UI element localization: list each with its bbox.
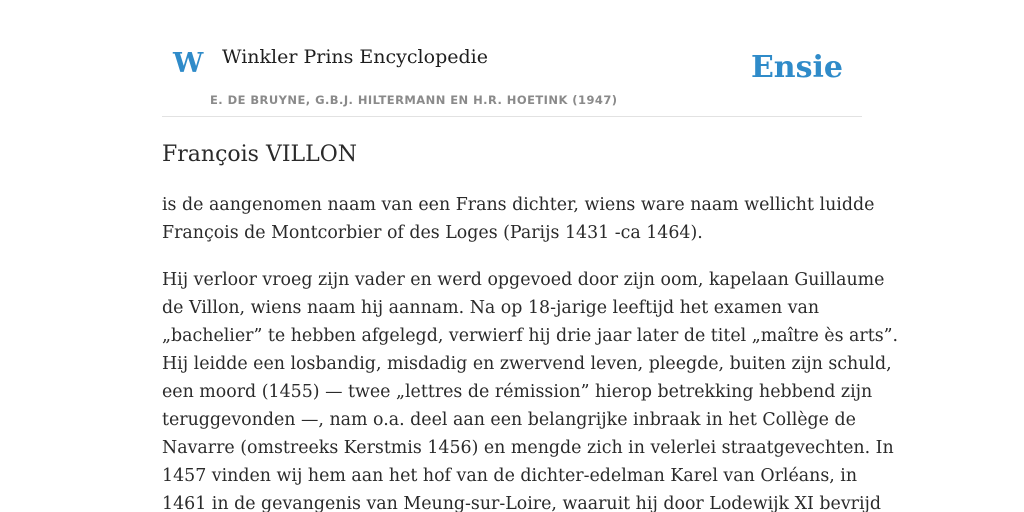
ensie-logo[interactable]: Ensie xyxy=(750,50,843,85)
text-line: Hij verloor vroeg zijn vader en werd opgevoed door zijn oom, kapelaan Guillaume xyxy=(162,270,885,290)
text-line: Navarre (omstreeks Kerstmis 1456) en mengde zich in velerlei straatgevechten. In xyxy=(162,438,894,458)
text-line: 1457 vinden wij hem aan het hof van de dichter-edelman Karel van Orléans, in xyxy=(162,466,858,486)
text-line: 1461 in de gevangenis van Meung-sur-Loire, waaruit hij door Lodewijk XI bevrijd xyxy=(162,494,882,512)
text-line: een moord (1455) — twee „lettres de rémission” hierop betrekking hebbend zijn xyxy=(162,382,873,402)
article-paragraph xyxy=(162,266,899,512)
source-title[interactable]: Winkler Prins Encyclopedie xyxy=(222,46,488,68)
text-line: François de Montcorbier of des Loges (Parijs 1431 -ca 1464). xyxy=(162,223,703,243)
winkler-prins-logo[interactable]: W xyxy=(173,48,204,79)
text-line: Hij leidde een losbandig, misdadig en zwervend leven, pleegde, buiten zijn schuld, xyxy=(162,354,892,374)
article-title: François VILLON xyxy=(162,142,358,167)
text-line: is de aangenomen naam van een Frans dichter, wiens ware naam wellicht luidde xyxy=(162,195,875,215)
article xyxy=(162,138,899,512)
site-header xyxy=(162,0,862,117)
text-line: teruggevonden —, nam o.a. deel aan een belangrijke inbraak in het Collège de xyxy=(162,410,856,430)
source-authors: E. DE BRUYNE, G.B.J. HILTERMANN EN H.R. HOETINK (1947) xyxy=(210,93,618,107)
text-line: „bachelier” te hebben afgelegd, verwierf hij drie jaar later de titel „maître ès arts”. xyxy=(162,326,899,346)
text-line: de Villon, wiens naam hij aannam. Na op 18-jarige leeftijd het examen van xyxy=(162,298,820,318)
article-paragraph xyxy=(162,191,875,247)
